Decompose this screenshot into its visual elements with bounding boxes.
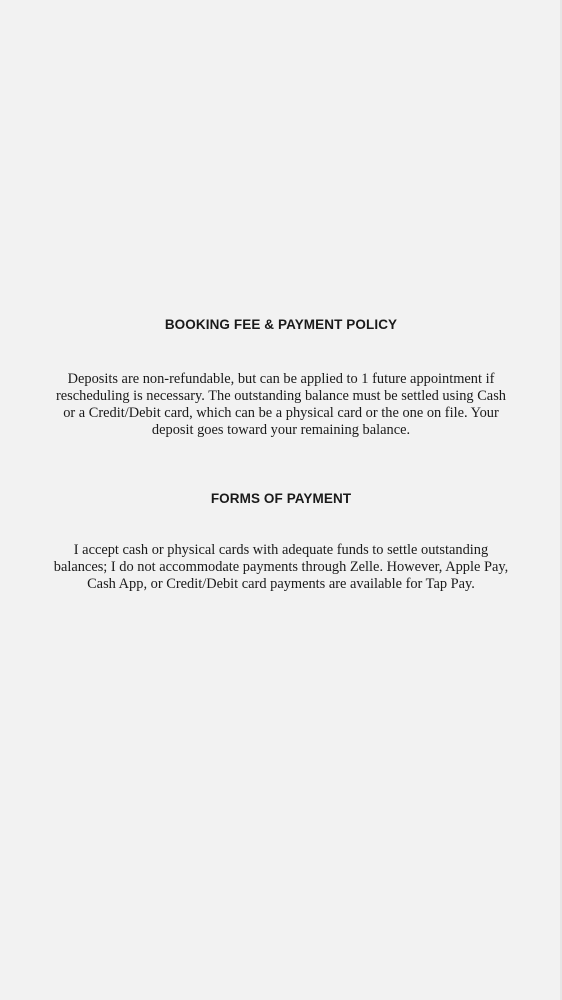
forms-of-payment-text: I accept cash or physical cards with adequate funds to settle outstanding balances; I do not accommodate payments through Zelle. However, Apple Pay, Cash App, or Credit/Debit card payments are available for Tap Pay. bbox=[53, 542, 509, 592]
booking-fee-policy-section bbox=[0, 317, 562, 439]
booking-fee-policy-text: Deposits are non-refundable, but can be applied to 1 future appointment if rescheduling is necessary. The outstanding balance must be settled using Cash or a Credit/Debit card, which can be a physical card or the one on file. Your deposit goes toward your remaining balance. bbox=[55, 371, 506, 438]
forms-of-payment-heading: FORMS OF PAYMENT bbox=[210, 491, 352, 506]
forms-of-payment-section bbox=[0, 491, 562, 593]
booking-fee-policy-heading: BOOKING FEE & PAYMENT POLICY bbox=[164, 317, 398, 332]
